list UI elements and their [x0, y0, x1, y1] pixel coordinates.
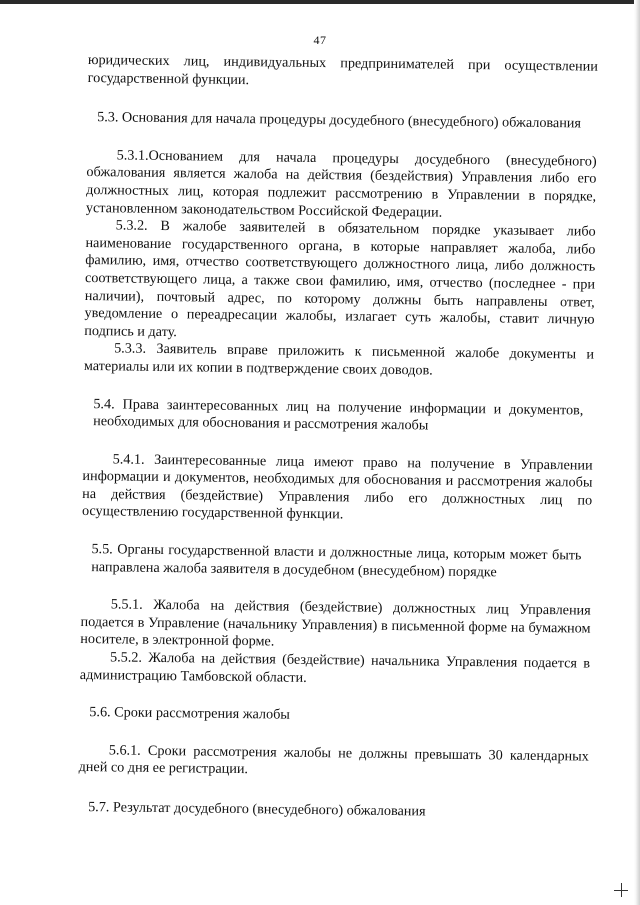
scan-edge-top — [0, 0, 640, 4]
paragraph: 5.3.2. В жалобе заявителей в обязательном порядке указывает либо наименование государственного органа, в которые направляет жалоба, либо фамилию, имя, отчество соответствующего должностного лица, либо должность соответствующего лица, а также свои фамилию, имя, отчество (последнее - при наличии), почтовый адрес, по которому должны быть направлены ответ, уведомление о переадресации жалобы, излагает суть жалобы, ставит личную подпись и дату. — [84, 217, 596, 340]
paragraph: юридических лиц, индивидуальных предпринимателей при осуществлении государственной функции. — [87, 52, 598, 88]
paragraph: 5.5.2. Жалоба на действия (бездействие) начальника Управления подается в администрацию Тамбовской области. — [79, 649, 591, 686]
section-heading: 5.6. Сроки рассмотрения жалобы — [89, 704, 291, 723]
section-heading: 5.7. Результат досудебного (внесудебного) обжалования — [88, 799, 426, 820]
paragraph: 5.3.3. Заявитель вправе приложить к письменной жалобе документы и материалы или их копии в подтверждение своих доводов. — [83, 340, 595, 379]
crop-mark — [621, 883, 622, 897]
section-heading: 5.3. Основания для начала процедуры досудебного (внесудебного) обжалования — [97, 109, 582, 132]
paragraph: 5.5.1. Жалоба на действия (бездействие) должностных лиц Управления подается в Управление (начальнику Управления) в письменной форме на бумажном носителе, в электронной форме. — [80, 596, 591, 650]
paragraph: 5.4.1. Заинтересованные лица имеют право на получение в Управлении информации и документов, необходимых для обоснования и рассмотрения жалобы на действия (бездействие) Управления либо его должностных лиц по осуществлению государственной функции. — [81, 451, 593, 523]
paragraph: 5.6.1. Сроки рассмотрения жалобы не должны превышать 30 календарных дней со дня ее регистрации. — [78, 742, 589, 778]
document-body — [78, 52, 598, 823]
scan-edge-right — [634, 0, 640, 905]
section-heading: 5.4. Права заинтересованных лиц на получение информации и документов, необходимых для обоснования и рассмотрения жалобы — [93, 395, 584, 434]
section-heading: 5.5. Органы государственной власти и должностные лица, которым может быть направлена жалоба заявителя в досудебном (внесудебном) порядке — [91, 541, 582, 581]
page-number: 47 — [313, 33, 327, 47]
paragraph: 5.3.1.Основанием для начала процедуры досудебного (внесудебного) обжалования является жалоба на действия (бездействия) Управления либо его должностных лиц, которая подлежит рассмотрению в Управлении в порядке, установленном законодательством Российской Федерации. — [85, 147, 597, 221]
